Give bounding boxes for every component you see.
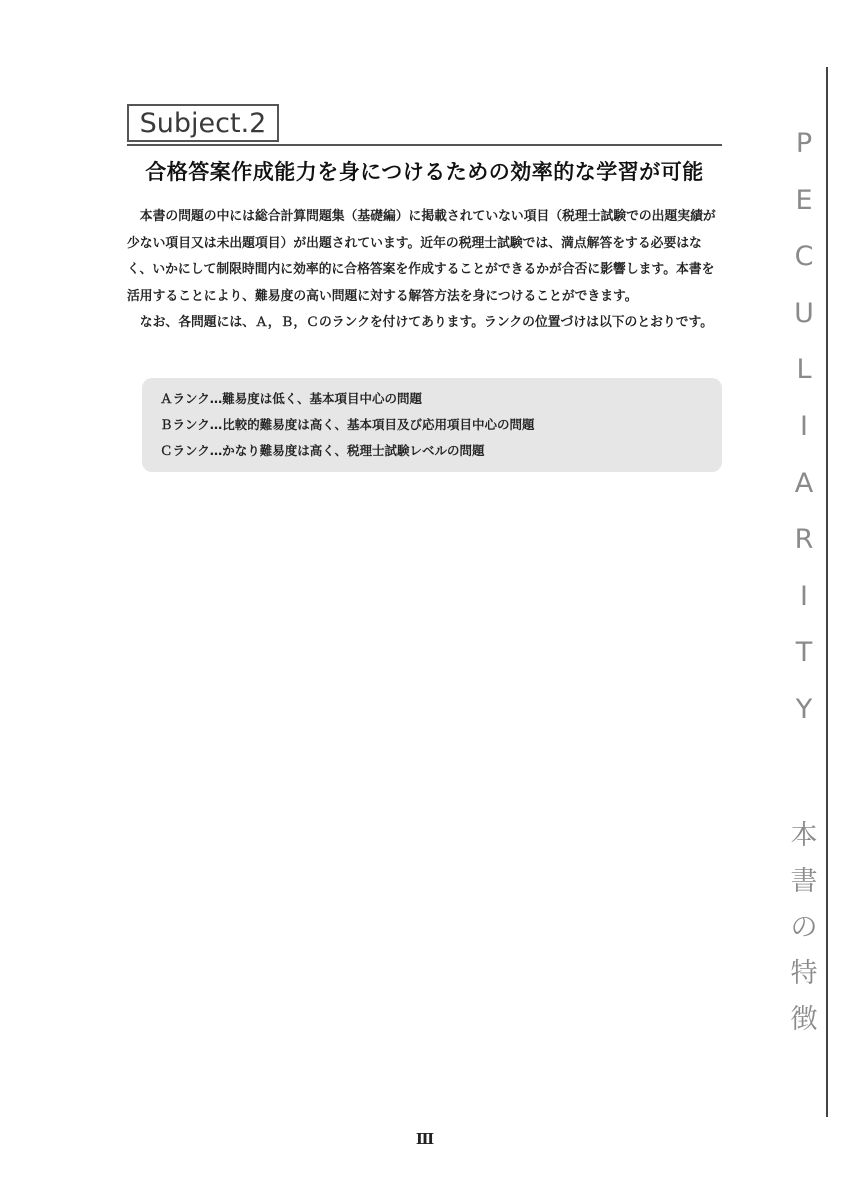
side-letter: Y	[795, 693, 813, 725]
side-kanji-char: 本	[790, 820, 818, 851]
rank-b-line: Ｂランク…比較的難易度は高く、基本項目及び応用項目中心の問題	[160, 417, 535, 432]
side-letter: C	[794, 241, 814, 273]
subject-rule	[127, 144, 722, 146]
side-letter: R	[794, 524, 814, 556]
body-text	[127, 204, 722, 337]
side-letter: A	[794, 467, 814, 499]
side-letter: T	[795, 637, 813, 669]
side-letter: I	[800, 410, 808, 442]
page-number: Ⅲ	[415, 1130, 435, 1148]
paragraph: 本書の問題の中には総合計算問題集（基礎編）に掲載されていない項目（税理士試験での出題実績が少ない項目又は未出題項目）が出題されています。近年の税理士試験では、満点解答をする必要はなく、いかにして制限時間内に効率的に合格答案を作成することができるかが合否に影響します。本書を活用することにより、難易度の高い問題に対する解答方法を身につけることができます。	[127, 209, 716, 304]
side-letter: U	[794, 297, 814, 329]
side-kanji-char: 特	[790, 958, 818, 989]
side-kanji-char: の	[790, 912, 818, 943]
rank-c-line: Ｃランク…かなり難易度は高く、税理士試験レベルの問題	[160, 443, 485, 458]
side-letter: E	[795, 184, 813, 216]
side-letter: P	[795, 128, 813, 159]
subject-label: Subject.2	[127, 104, 279, 142]
paragraph: なお、各問題には、Ａ，Ｂ，Ｃのランクを付けてあります。ランクの位置づけは以下のとおりです。	[139, 315, 714, 330]
side-title-peculiarity	[778, 124, 830, 747]
side-letter: L	[796, 354, 812, 386]
rank-a-line: Ａランク…難易度は低く、基本項目中心の問題	[160, 391, 423, 406]
section-heading: 合格答案作成能力を身につけるための効率的な学習が可能	[145, 160, 704, 184]
rank-box	[142, 378, 722, 472]
side-kanji-char: 書	[790, 866, 818, 897]
side-title-kanji	[778, 816, 830, 1046]
side-kanji-char: 徴	[790, 1004, 818, 1035]
side-letter: I	[800, 580, 808, 612]
